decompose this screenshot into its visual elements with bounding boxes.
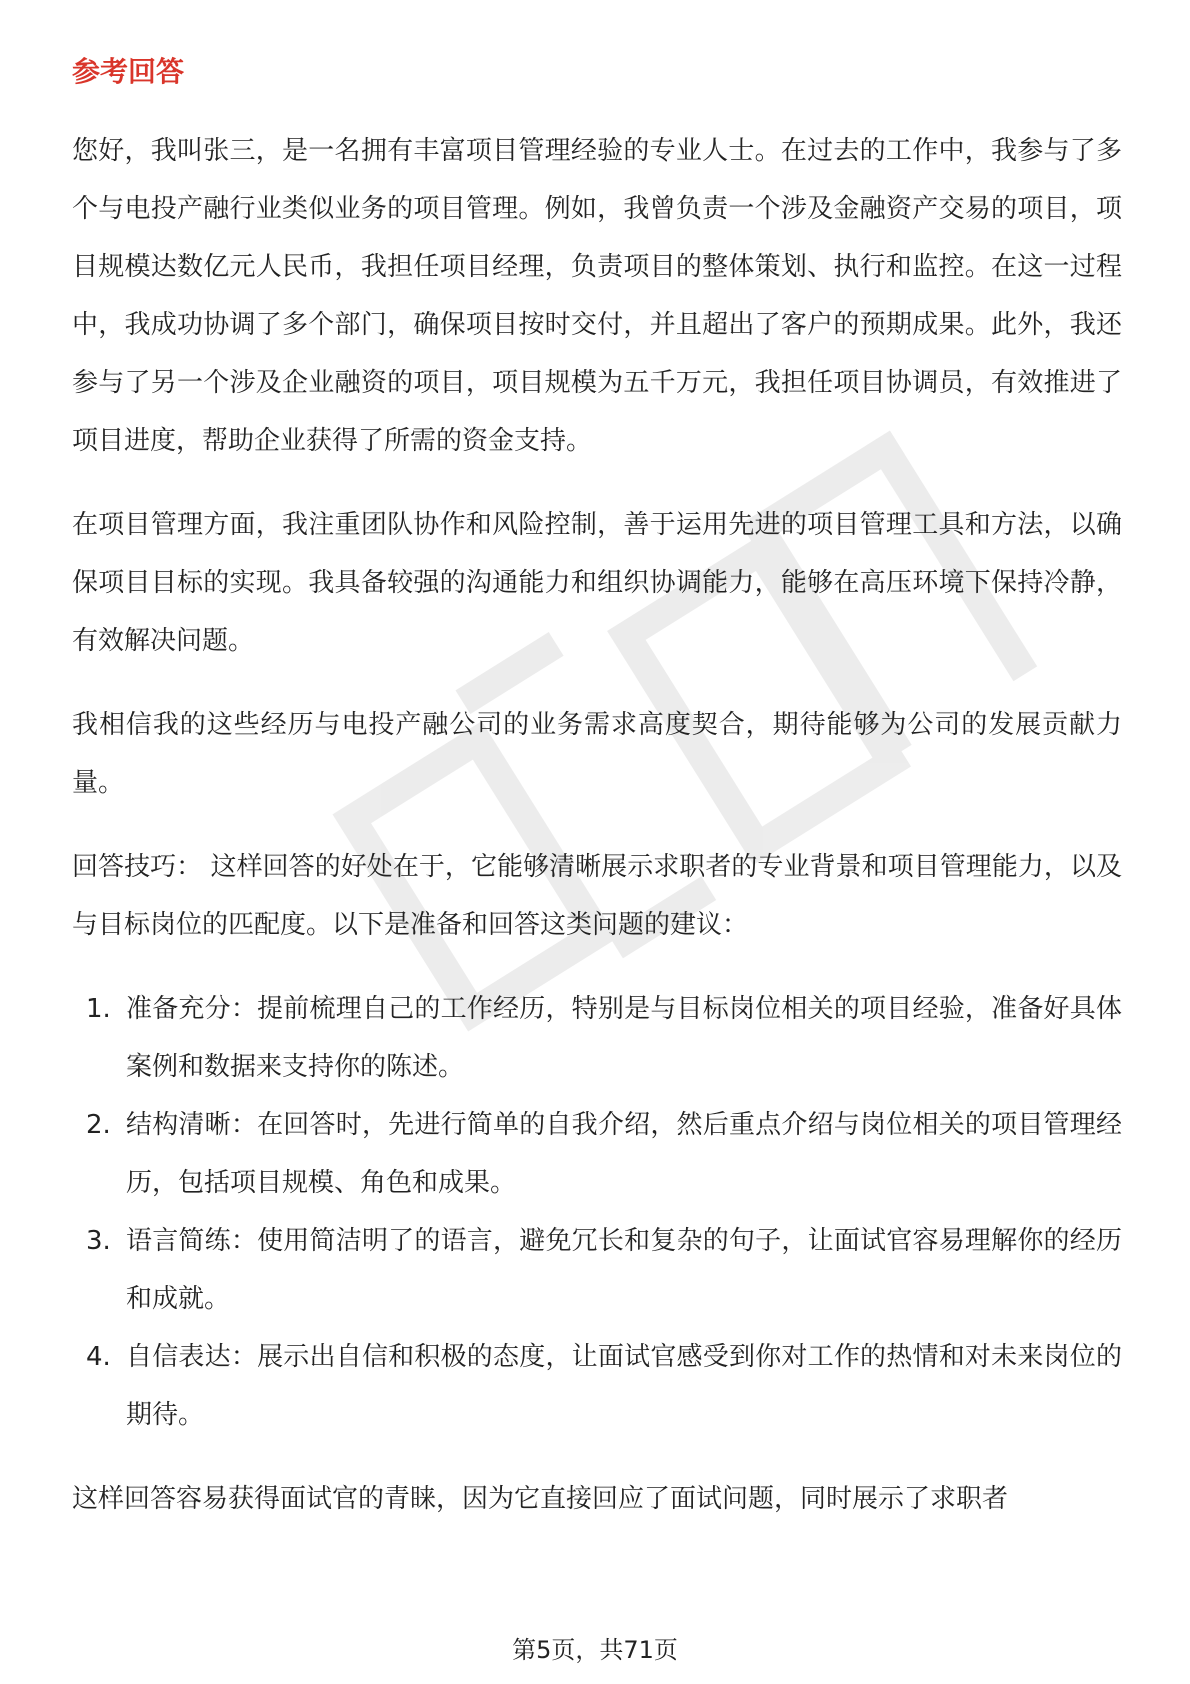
list-item-text: 结构清晰：在回答时，先进行简单的自我介绍，然后重点介绍与岗位相关的项目管理经历，包括项目规模、角色和成果。 <box>126 1110 1122 1198</box>
list-item <box>72 1328 1122 1444</box>
page-number-footer: 第5页，共71页 <box>512 1636 678 1664</box>
closing-paragraph: 这样回答容易获得面试官的青睐，因为它直接回应了面试问题，同时展示了求职者 <box>72 1484 1009 1514</box>
answer-paragraph-1: 您好，我叫张三，是一名拥有丰富项目管理经验的专业人士。在过去的工作中，我参与了多个与电投产融行业类似业务的项目管理。例如，我曾负责一个涉及金融资产交易的项目，项目规模达数亿元人民币，我担任项目经理，负责项目的整体策划、执行和监控。在这一过程中，我成功协调了多个部门，确保项目按时交付，并且超出了客户的预期成果。此外，我还参与了另一个涉及企业融资的项目，项目规模为五千万元，我担任项目协调员，有效推进了项目进度，帮助企业获得了所需的资金支持。 <box>72 136 1122 456</box>
list-item-text: 自信表达：展示出自信和积极的态度，让面试官感受到你对工作的热情和对未来岗位的期待。 <box>126 1342 1122 1430</box>
answer-paragraph-3: 我相信我的这些经历与电投产融公司的业务需求高度契合，期待能够为公司的发展贡献力量。 <box>72 710 1122 798</box>
list-item-number: 2. <box>86 1110 111 1140</box>
list-item-text: 语言简练：使用简洁明了的语言，避免冗长和复杂的句子，让面试官容易理解你的经历和成就。 <box>126 1226 1122 1314</box>
answer-paragraph-2: 在项目管理方面，我注重团队协作和风险控制，善于运用先进的项目管理工具和方法，以确保项目目标的实现。我具备较强的沟通能力和组织协调能力，能够在高压环境下保持冷静，有效解决问题。 <box>72 510 1122 656</box>
list-item-number: 4. <box>86 1342 111 1372</box>
tips-list <box>72 980 1122 1444</box>
section-heading: 参考回答 <box>72 55 185 88</box>
list-item <box>72 1212 1122 1328</box>
list-item-number: 3. <box>86 1226 111 1256</box>
list-item-text: 准备充分：提前梳理自己的工作经历，特别是与目标岗位相关的项目经验，准备好具体案例和数据来支持你的陈述。 <box>126 994 1122 1082</box>
list-item <box>72 1096 1122 1212</box>
list-item-number: 1. <box>86 994 111 1024</box>
tips-intro-paragraph: 回答技巧： 这样回答的好处在于，它能够清晰展示求职者的专业背景和项目管理能力，以及与目标岗位的匹配度。以下是准备和回答这类问题的建议： <box>72 852 1122 940</box>
list-item <box>72 980 1122 1096</box>
main-content <box>72 48 1122 1554</box>
